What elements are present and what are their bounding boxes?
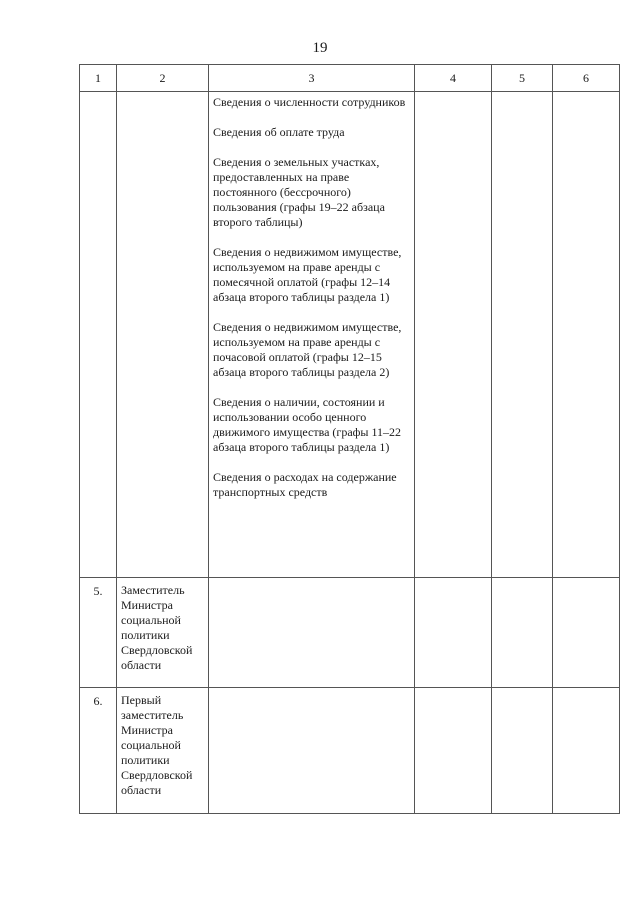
empty-cell bbox=[415, 578, 492, 688]
header-col-1: 1 bbox=[80, 65, 117, 92]
empty-cell bbox=[209, 578, 415, 688]
info-item-monthly-lease: Сведения о недвижимом имуществе, используемом на праве аренды с помесячной оплатой (графы 12–14 абзаца второго таблицы раздела 1) bbox=[213, 245, 402, 304]
row-number-cell bbox=[80, 92, 117, 578]
header-col-2: 2 bbox=[117, 65, 209, 92]
empty-cell bbox=[209, 688, 415, 814]
info-item-wages: Сведения об оплате труда bbox=[213, 125, 345, 139]
empty-cell bbox=[415, 92, 492, 578]
position-cell bbox=[117, 92, 209, 578]
table-row bbox=[80, 578, 620, 688]
info-item-staff-count: Сведения о численности сотрудников bbox=[213, 95, 406, 109]
info-item-valuable-movable-property: Сведения о наличии, состоянии и использовании особо ценного движимого имущества (графы 11–22 абзаца второго таблицы раздела 1) bbox=[213, 395, 402, 454]
header-col-5: 5 bbox=[492, 65, 553, 92]
position-cell: Первый заместитель Министра социальной политики Свердловской области bbox=[117, 688, 209, 814]
table-row bbox=[80, 92, 620, 578]
header-col-3: 3 bbox=[209, 65, 415, 92]
empty-cell bbox=[415, 688, 492, 814]
row-number-cell: 5. bbox=[80, 578, 117, 688]
empty-cell bbox=[553, 688, 620, 814]
table-row bbox=[80, 688, 620, 814]
position-cell: Заместитель Министра социальной политики Свердловской области bbox=[117, 578, 209, 688]
empty-cell bbox=[492, 688, 553, 814]
info-item-land-plots: Сведения о земельных участках, предоставленных на праве постоянного (бессрочного) пользования (графы 19–22 абзаца второго таблицы) bbox=[213, 155, 385, 229]
info-item-hourly-lease: Сведения о недвижимом имуществе, используемом на праве аренды с почасовой оплатой (графы 12–15 абзаца второго таблицы раздела 2) bbox=[213, 320, 402, 379]
empty-cell bbox=[492, 578, 553, 688]
info-item-vehicle-expenses: Сведения о расходах на содержание транспортных средств bbox=[213, 470, 397, 499]
document-table bbox=[79, 64, 620, 814]
row-number-cell: 6. bbox=[80, 688, 117, 814]
header-col-6: 6 bbox=[553, 65, 620, 92]
empty-cell bbox=[553, 578, 620, 688]
empty-cell bbox=[553, 92, 620, 578]
information-list-cell bbox=[209, 92, 415, 578]
page-number: 19 bbox=[312, 40, 328, 56]
empty-cell bbox=[492, 92, 553, 578]
table-header-row bbox=[80, 65, 620, 92]
header-col-4: 4 bbox=[415, 65, 492, 92]
